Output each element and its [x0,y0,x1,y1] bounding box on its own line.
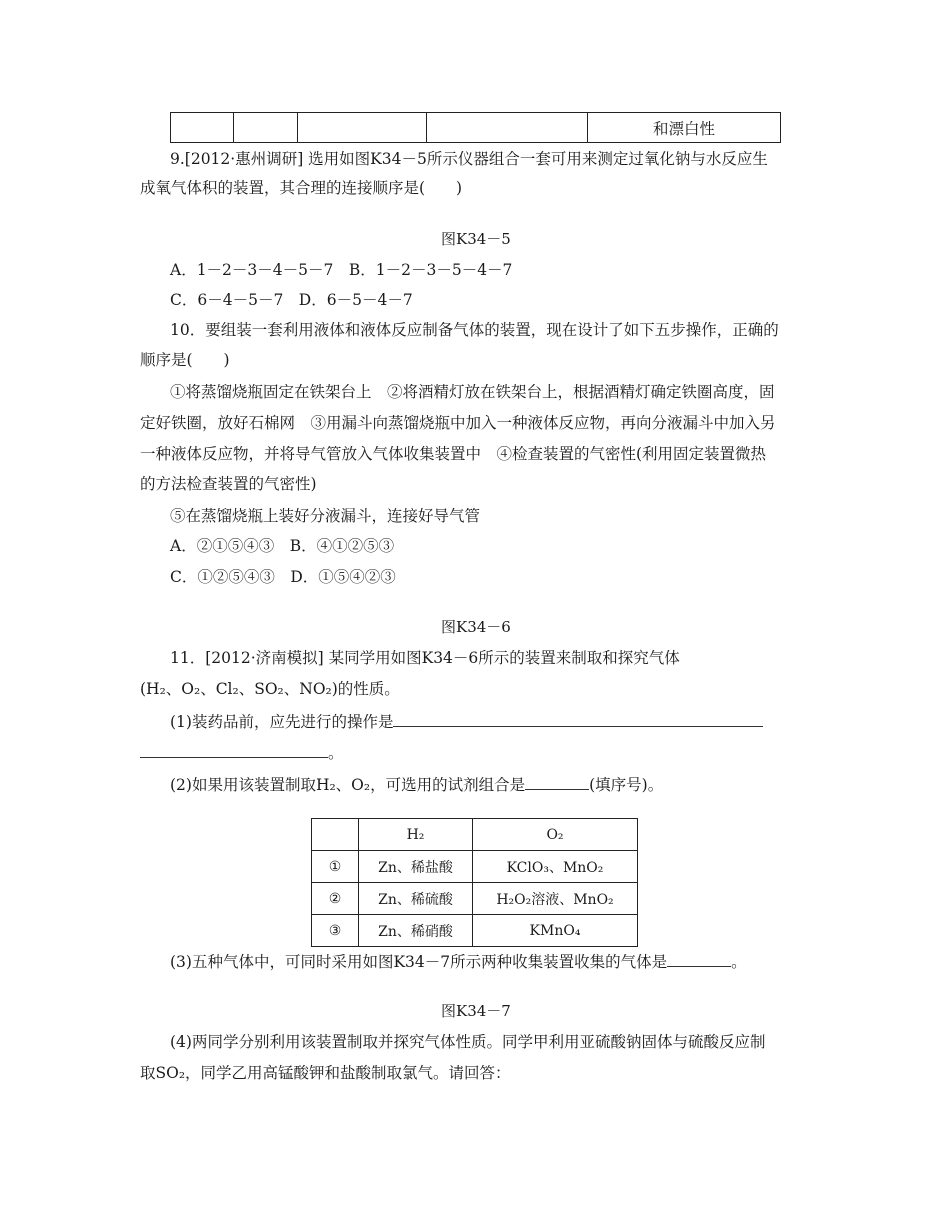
q9-options-cd: C．6－4－5－7 D．6－5－4－7 [170,291,413,309]
table-cell: ① [312,851,359,883]
table-cell: ② [312,883,359,915]
table-cell: ③ [312,915,359,947]
answer-blank[interactable] [393,708,763,727]
table-cell-last: 和漂白性 [588,113,781,143]
table-row [312,915,638,947]
table-cell: Zn、稀盐酸 [359,851,473,883]
answer-blank[interactable] [140,739,328,758]
q9-line2: 成氧气体积的装置，其合理的连接顺序是( ) [140,179,463,197]
figure-caption-k34-6: 图K34－6 [441,618,511,636]
table-cell: KClO₃、MnO₂ [473,851,638,883]
q11-line2: (H₂、O₂、Cl₂、SO₂、NO₂)的性质。 [140,680,400,698]
table-header-cell [312,819,359,851]
q11-sub1-prefix: (1)装药品前，应先进行的操作是 [170,713,394,731]
table-cell [171,113,234,143]
table-cell: H₂O₂溶液、MnO₂ [473,883,638,915]
table-cell: KMnO₄ [473,915,638,947]
q10-steps-line4: 的方法检查装置的气密性) [140,475,317,493]
q10-options-ab: A．②①⑤④③ B．④①②⑤③ [170,537,395,555]
q11-sub1 [170,708,763,732]
q11-sub2-prefix: (2)如果用该装置制取H₂、O₂，可选用的试剂组合是 [170,776,526,794]
q9-line1: 9.[2012·惠州调研] 选用如图K34－5所示仪器组合一套可用来测定过氧化钠与水反应生 [170,150,768,168]
q10-steps-line2: 定好铁圈，放好石棉网 ③用漏斗向蒸馏烧瓶中加入一种液体反应物，再向分液漏斗中加入另 [140,414,776,432]
q11-sub1-end: 。 [328,744,344,762]
table-cell: Zn、稀硝酸 [359,915,473,947]
table-header-cell: O₂ [473,819,638,851]
table-row [312,851,638,883]
table-row [171,113,781,143]
reagent-table [311,818,638,947]
q10-steps-line1: ①将蒸馏烧瓶固定在铁架台上 ②将酒精灯放在铁架台上，根据酒精灯确定铁圈高度，固 [170,383,775,401]
table-cell [427,113,588,143]
table-cell [234,113,298,143]
answer-blank[interactable] [525,771,589,790]
top-table-fragment [170,112,781,143]
q11-sub4-line1: (4)两同学分别利用该装置制取并探究气体性质。同学甲利用亚硫酸钠固体与硫酸反应制 [170,1033,766,1051]
figure-caption-k34-5: 图K34－5 [441,230,511,248]
q11-sub4-line2: 取SO₂，同学乙用高锰酸钾和盐酸制取氯气。请回答： [140,1064,511,1082]
q10-line1: 10．要组装一套利用液体和液体反应制备气体的装置，现在设计了如下五步操作，正确的 [170,321,779,339]
table-row [312,883,638,915]
q11-sub3 [170,948,747,972]
q11-line1: 11．[2012·济南模拟] 某同学用如图K34－6所示的装置来制取和探究气体 [170,649,680,667]
figure-caption-k34-7: 图K34－7 [441,1002,511,1020]
q10-steps-line5: ⑤在蒸馏烧瓶上装好分液漏斗，连接好导气管 [170,507,481,525]
q11-sub1-cont [140,739,344,763]
q11-sub2-suffix: (填序号)。 [589,776,664,794]
q10-steps-line3: 一种液体反应物，并将导气管放入气体收集装置中 ④检查装置的气密性(利用固定装置微热 [140,445,767,463]
answer-blank[interactable] [667,948,731,967]
table-header-cell: H₂ [359,819,473,851]
q10-line2: 顺序是( ) [140,351,230,369]
q10-options-cd: C．①②⑤④③ D．①⑤④②③ [170,568,396,586]
q9-options-ab: A．1－2－3－4－5－7 B．1－2－3－5－4－7 [170,261,513,279]
table-cell [298,113,427,143]
table-header-row [312,819,638,851]
table-cell: Zn、稀硫酸 [359,883,473,915]
q11-sub3-prefix: (3)五种气体中，可同时采用如图K34－7所示两种收集装置收集的气体是 [170,953,668,971]
q11-sub3-suffix: 。 [731,953,747,971]
q11-sub2 [170,771,663,795]
